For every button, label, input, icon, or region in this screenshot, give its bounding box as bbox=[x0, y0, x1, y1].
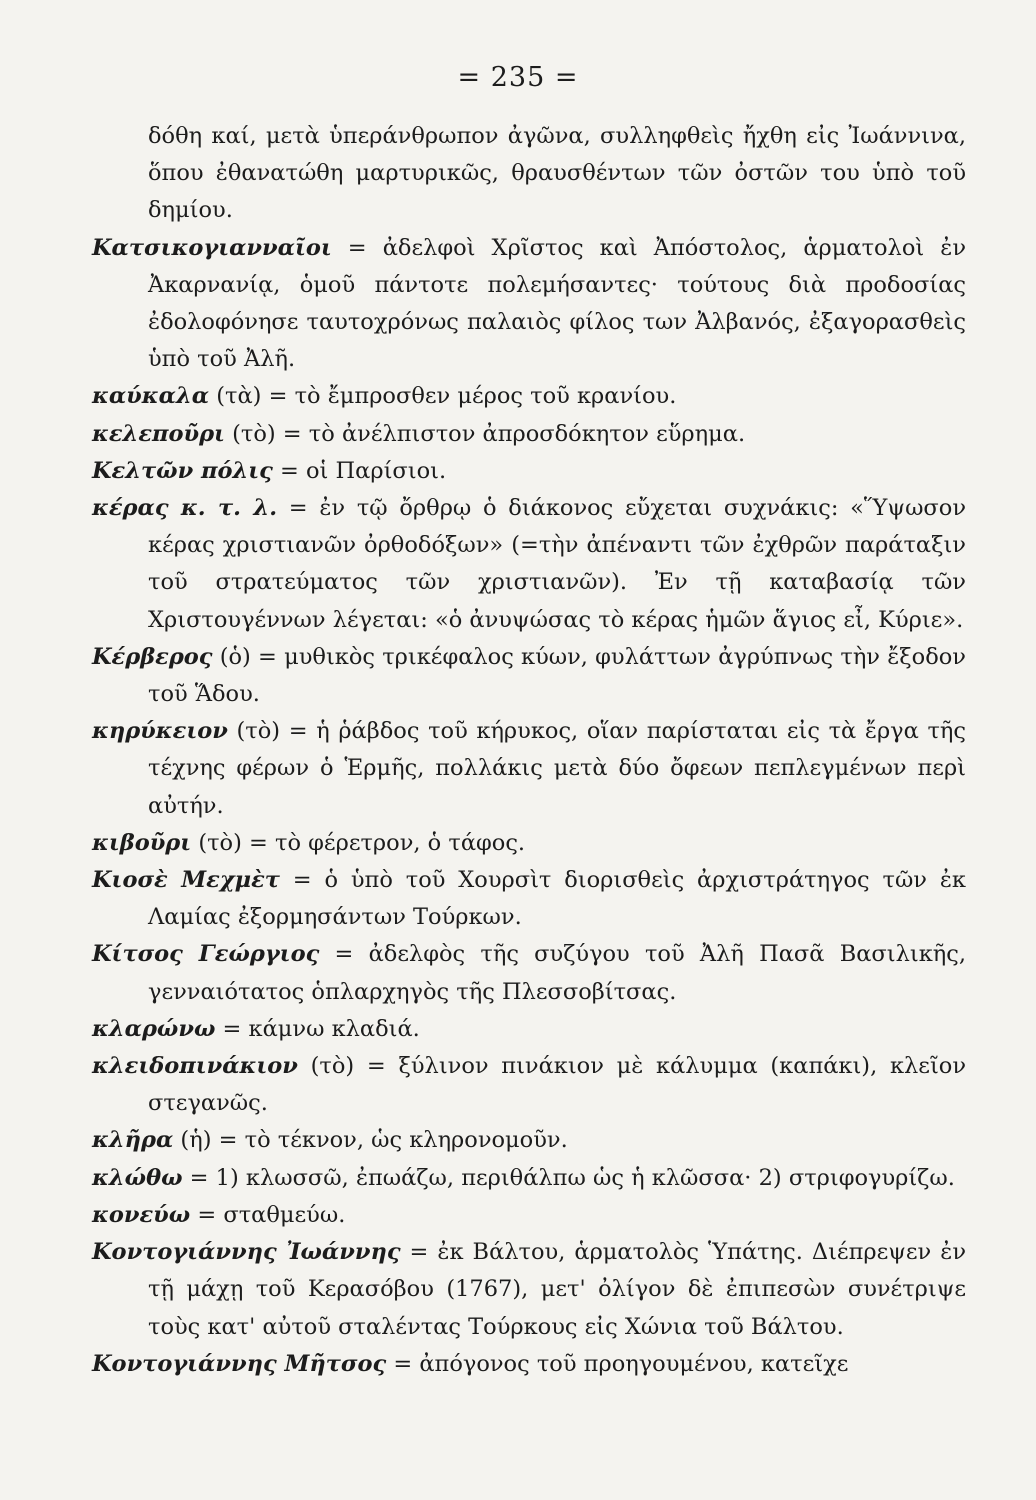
entry-definition: = 1) κλωσσῶ, ἐπωάζω, περιθάλπω ὡς ἡ κλῶσσα· 2) στριφογυρίζω. bbox=[182, 1164, 955, 1191]
entry-definition: = ἀπόγονος τοῦ προηγουμένου, κατεῖχε bbox=[386, 1350, 849, 1377]
glossary-entry bbox=[92, 936, 966, 1010]
glossary-entry bbox=[92, 490, 966, 639]
entry-headword: καύκαλα bbox=[92, 383, 210, 410]
entry-headword: Κελτῶν πόλις bbox=[92, 457, 273, 484]
intro-paragraph: δόθη καί, μετὰ ὑπεράνθρωπον ἀγῶνα, συλληφθεὶς ἤχθη εἰς Ἰωάννινα, ὅπου ἐθανατώθη μαρτυρικῶς, θραυσθέντων τῶν ὀστῶν του ὑπὸ τοῦ δημίου. bbox=[148, 123, 966, 224]
glossary-entry bbox=[92, 713, 966, 825]
glossary-entry bbox=[92, 416, 966, 453]
entry-headword: Κέρβερος bbox=[92, 643, 213, 670]
entry-headword: Κίτσος Γεώργιος bbox=[92, 941, 320, 968]
glossary-text bbox=[92, 118, 966, 1383]
entry-headword: κονεύω bbox=[92, 1201, 191, 1228]
entry-headword: κηρύκειον bbox=[92, 718, 228, 745]
entry-definition: (τὰ) = τὸ ἔμπροσθεν μέρος τοῦ κρανίου. bbox=[209, 383, 677, 410]
page-number: = 235 = bbox=[457, 62, 579, 93]
entry-headword: κλώθω bbox=[92, 1164, 183, 1191]
entry-headword: κιβοῦρι bbox=[92, 829, 192, 856]
entry-definition: = ἐκ Βάλτου, ἁρματολὸς Ὑπάτης. Διέπρεψεν ἐν τῇ μάχῃ τοῦ Κερασόβου (1767), μετ' ὀλίγον δὲ ἐπιπεσὼν συνέτριψε τοὺς κατ' αὐτοῦ σταλέντας Τούρκους εἰς Χώνια τοῦ Βάλτου. bbox=[148, 1239, 966, 1340]
glossary-entry bbox=[92, 1122, 966, 1159]
glossary-entry bbox=[92, 1346, 966, 1383]
glossary-entry bbox=[92, 1197, 966, 1234]
glossary-entry bbox=[92, 453, 966, 490]
entry-definition: (ἡ) = τὸ τέκνον, ὡς κληρονομοῦν. bbox=[173, 1127, 568, 1154]
entry-headword: κλαρώνω bbox=[92, 1015, 216, 1042]
entry-definition: = ἐν τῷ ὄρθρῳ ὁ διάκονος εὔχεται συχνάκις: «Ὕψωσον κέρας χριστιανῶν ὀρθοδόξων» (=τὴν ἀπέναντι τῶν ἐχθρῶν παράταξιν τοῦ στρατεύματος τῶν χριστιανῶν). Ἐν τῇ καταβασίᾳ τῶν Χριστουγέννων λέγεται: «ὁ ἀνυψώσας τὸ κέρας ἡμῶν ἅγιος εἶ, Κύριε». bbox=[148, 495, 966, 633]
entry-definition: = ἀδελφοὶ Χρῖστος καὶ Ἀπόστολος, ἁρματολοὶ ἐν Ἀκαρνανίᾳ, ὁμοῦ πάντοτε πολεμήσαντες· τούτους διὰ προδοσίας ἐδολοφόνησε ταυτοχρόνως παλαιὸς φίλος των Ἀλβανός, ἐξαγορασθεὶς ὑπὸ τοῦ Ἀλῆ. bbox=[148, 234, 966, 373]
glossary-entry bbox=[92, 1011, 966, 1048]
entry-headword: Κοντογιάννης Ἰωάννης bbox=[92, 1239, 401, 1266]
entry-definition: (τὸ) = ξύλινον πινάκιον μὲ κάλυμμα (καπάκι), κλεῖον στεγανῶς. bbox=[148, 1053, 966, 1117]
entry-definition: = σταθμεύω. bbox=[190, 1201, 346, 1228]
glossary-entry bbox=[92, 1160, 966, 1197]
entry-headword: κελεποῦρι bbox=[92, 420, 225, 447]
entry-definition: (ὁ) = μυθικὸς τρικέφαλος κύων, φυλάττων ἀγρύπνως τὴν ἔξοδον τοῦ Ἅδου. bbox=[148, 643, 966, 708]
glossary-entry bbox=[92, 378, 966, 415]
entry-headword: Κιοσὲ Μεχμὲτ bbox=[92, 867, 280, 894]
entry-definition: (τὸ) = τὸ φέρετρον, ὁ τάφος. bbox=[191, 829, 526, 856]
entry-definition: = οἱ Παρίσιοι. bbox=[272, 457, 447, 484]
entry-definition: = ὁ ὑπὸ τοῦ Χουρσὶτ διορισθεὶς ἀρχιστράτηγος τῶν ἐκ Λαμίας ἐξορμησάντων Τούρκων. bbox=[148, 867, 966, 931]
entry-headword: κέρας κ. τ. λ. bbox=[92, 495, 278, 522]
glossary-entry bbox=[92, 639, 966, 713]
entry-headword: κλῆρα bbox=[92, 1127, 174, 1154]
entry-headword: Κοντογιάννης Μῆτσος bbox=[92, 1350, 387, 1377]
entry-definition: (τὸ) = ἡ ῥάβδος τοῦ κήρυκος, οἵαν παρίσταται εἰς τὰ ἔργα τῆς τέχνης φέρων ὁ Ἑρμῆς, πολλάκις μετὰ δύο ὄφεων πεπλεγμένων περὶ αὐτήν. bbox=[148, 718, 966, 819]
entry-headword: κλειδοπινάκιον bbox=[92, 1053, 298, 1080]
entry-definition: (τὸ) = τὸ ἀνέλπιστον ἀπροσδόκητον εὕρημα. bbox=[224, 420, 746, 447]
glossary-entry bbox=[92, 825, 966, 862]
entry-definition: = ἀδελφὸς τῆς συζύγου τοῦ Ἀλῆ Πασᾶ Βασιλικῆς, γενναιότατος ὁπλαρχηγὸς τῆς Πλεσσοβίτσας. bbox=[148, 941, 966, 1005]
glossary-entry bbox=[92, 1048, 966, 1122]
entry-definition: = κάμνω κλαδιά. bbox=[215, 1015, 420, 1042]
glossary-entry bbox=[92, 862, 966, 936]
glossary-entry bbox=[92, 230, 966, 379]
entry-headword: Κατσικογιανναῖοι bbox=[92, 234, 332, 261]
glossary-entry bbox=[92, 1234, 966, 1346]
